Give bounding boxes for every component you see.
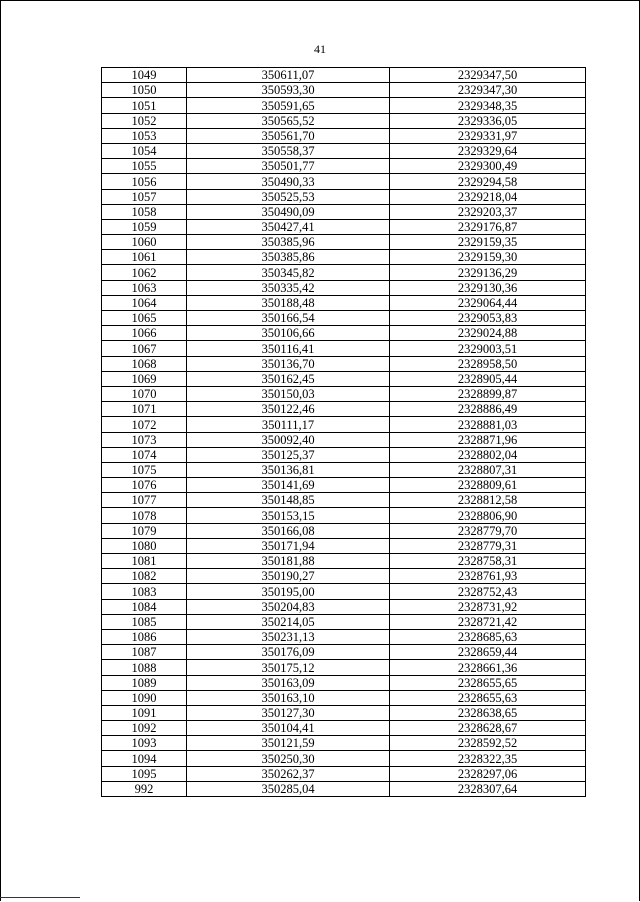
- point-number-cell: 1057: [102, 189, 187, 204]
- y-coordinate-cell: 2328871,96: [390, 432, 586, 447]
- table-row: [102, 326, 586, 341]
- y-coordinate-cell: 2328807,31: [390, 462, 586, 477]
- y-coordinate-cell: 2328655,63: [390, 690, 586, 705]
- table-row: [102, 219, 586, 234]
- y-coordinate-cell: 2329331,97: [390, 128, 586, 143]
- x-coordinate-cell: 350231,13: [187, 629, 390, 644]
- table-row: [102, 629, 586, 644]
- point-number-cell: 1056: [102, 174, 187, 189]
- table-row: [102, 766, 586, 781]
- point-number-cell: 1061: [102, 250, 187, 265]
- x-coordinate-cell: 350525,53: [187, 189, 390, 204]
- point-number-cell: 1058: [102, 204, 187, 219]
- y-coordinate-cell: 2329053,83: [390, 311, 586, 326]
- y-coordinate-cell: 2329203,37: [390, 204, 586, 219]
- point-number-cell: 1084: [102, 599, 187, 614]
- y-coordinate-cell: 2328809,61: [390, 478, 586, 493]
- table-row: [102, 371, 586, 386]
- table-row: [102, 98, 586, 113]
- table-row: [102, 113, 586, 128]
- point-number-cell: 1064: [102, 295, 187, 310]
- x-coordinate-cell: 350127,30: [187, 705, 390, 720]
- y-coordinate-cell: 2328958,50: [390, 356, 586, 371]
- table-row: [102, 83, 586, 98]
- coordinates-table: [101, 67, 586, 797]
- y-coordinate-cell: 2329294,58: [390, 174, 586, 189]
- point-number-cell: 1067: [102, 341, 187, 356]
- table-row: [102, 675, 586, 690]
- x-coordinate-cell: 350175,12: [187, 660, 390, 675]
- y-coordinate-cell: 2329176,87: [390, 219, 586, 234]
- table-row: [102, 386, 586, 401]
- table-row: [102, 402, 586, 417]
- y-coordinate-cell: 2328307,64: [390, 781, 586, 796]
- table-row: [102, 781, 586, 796]
- x-coordinate-cell: 350345,82: [187, 265, 390, 280]
- table-row: [102, 645, 586, 660]
- table-row: [102, 250, 586, 265]
- point-number-cell: 1055: [102, 159, 187, 174]
- point-number-cell: 1065: [102, 311, 187, 326]
- y-coordinate-cell: 2328812,58: [390, 493, 586, 508]
- table-row: [102, 614, 586, 629]
- x-coordinate-cell: 350176,09: [187, 645, 390, 660]
- y-coordinate-cell: 2328685,63: [390, 629, 586, 644]
- point-number-cell: 1080: [102, 538, 187, 553]
- y-coordinate-cell: 2329159,35: [390, 235, 586, 250]
- x-coordinate-cell: 350121,59: [187, 736, 390, 751]
- point-number-cell: 1059: [102, 219, 187, 234]
- x-coordinate-cell: 350285,04: [187, 781, 390, 796]
- table-row: [102, 265, 586, 280]
- y-coordinate-cell: 2329348,35: [390, 98, 586, 113]
- x-coordinate-cell: 350166,08: [187, 523, 390, 538]
- point-number-cell: 1095: [102, 766, 187, 781]
- x-coordinate-cell: 350561,70: [187, 128, 390, 143]
- table-row: [102, 235, 586, 250]
- y-coordinate-cell: 2328752,43: [390, 584, 586, 599]
- y-coordinate-cell: 2328655,65: [390, 675, 586, 690]
- x-coordinate-cell: 350427,41: [187, 219, 390, 234]
- point-number-cell: 1086: [102, 629, 187, 644]
- table-row: [102, 447, 586, 462]
- table-row: [102, 705, 586, 720]
- y-coordinate-cell: 2328899,87: [390, 386, 586, 401]
- y-coordinate-cell: 2329329,64: [390, 143, 586, 158]
- table-row: [102, 584, 586, 599]
- y-coordinate-cell: 2329300,49: [390, 159, 586, 174]
- table-row: [102, 417, 586, 432]
- x-coordinate-cell: 350593,30: [187, 83, 390, 98]
- y-coordinate-cell: 2329159,30: [390, 250, 586, 265]
- table-row: [102, 189, 586, 204]
- x-coordinate-cell: 350166,54: [187, 311, 390, 326]
- table-row: [102, 721, 586, 736]
- point-number-cell: 1060: [102, 235, 187, 250]
- x-coordinate-cell: 350565,52: [187, 113, 390, 128]
- x-coordinate-cell: 350163,10: [187, 690, 390, 705]
- point-number-cell: 1070: [102, 386, 187, 401]
- table-row: [102, 690, 586, 705]
- table-row: [102, 128, 586, 143]
- y-coordinate-cell: 2328638,65: [390, 705, 586, 720]
- point-number-cell: 992: [102, 781, 187, 796]
- x-coordinate-cell: 350195,00: [187, 584, 390, 599]
- table-row: [102, 538, 586, 553]
- y-coordinate-cell: 2329024,88: [390, 326, 586, 341]
- x-coordinate-cell: 350335,42: [187, 280, 390, 295]
- y-coordinate-cell: 2328779,31: [390, 538, 586, 553]
- table-row: [102, 493, 586, 508]
- y-coordinate-cell: 2328731,92: [390, 599, 586, 614]
- page-number: 41: [314, 42, 326, 56]
- table-row: [102, 68, 586, 83]
- y-coordinate-cell: 2328297,06: [390, 766, 586, 781]
- x-coordinate-cell: 350136,81: [187, 462, 390, 477]
- point-number-cell: 1075: [102, 462, 187, 477]
- point-number-cell: 1053: [102, 128, 187, 143]
- table-row: [102, 280, 586, 295]
- table-row: [102, 341, 586, 356]
- y-coordinate-cell: 2329347,50: [390, 68, 586, 83]
- x-coordinate-cell: 350214,05: [187, 614, 390, 629]
- point-number-cell: 1063: [102, 280, 187, 295]
- point-number-cell: 1069: [102, 371, 187, 386]
- x-coordinate-cell: 350591,65: [187, 98, 390, 113]
- y-coordinate-cell: 2328661,36: [390, 660, 586, 675]
- coordinates-table-body: [102, 68, 586, 797]
- x-coordinate-cell: 350163,09: [187, 675, 390, 690]
- table-row: [102, 462, 586, 477]
- table-row: [102, 143, 586, 158]
- point-number-cell: 1081: [102, 554, 187, 569]
- x-coordinate-cell: 350501,77: [187, 159, 390, 174]
- x-coordinate-cell: 350153,15: [187, 508, 390, 523]
- point-number-cell: 1049: [102, 68, 187, 83]
- y-coordinate-cell: 2329064,44: [390, 295, 586, 310]
- point-number-cell: 1076: [102, 478, 187, 493]
- x-coordinate-cell: 350490,33: [187, 174, 390, 189]
- x-coordinate-cell: 350116,41: [187, 341, 390, 356]
- point-number-cell: 1088: [102, 660, 187, 675]
- y-coordinate-cell: 2328806,90: [390, 508, 586, 523]
- point-number-cell: 1090: [102, 690, 187, 705]
- point-number-cell: 1089: [102, 675, 187, 690]
- y-coordinate-cell: 2328886,49: [390, 402, 586, 417]
- y-coordinate-cell: 2328758,31: [390, 554, 586, 569]
- scan-edge-line: [0, 897, 80, 898]
- table-row: [102, 174, 586, 189]
- x-coordinate-cell: 350106,66: [187, 326, 390, 341]
- x-coordinate-cell: 350162,45: [187, 371, 390, 386]
- x-coordinate-cell: 350490,09: [187, 204, 390, 219]
- point-number-cell: 1054: [102, 143, 187, 158]
- x-coordinate-cell: 350148,85: [187, 493, 390, 508]
- x-coordinate-cell: 350188,48: [187, 295, 390, 310]
- y-coordinate-cell: 2328761,93: [390, 569, 586, 584]
- point-number-cell: 1085: [102, 614, 187, 629]
- x-coordinate-cell: 350190,27: [187, 569, 390, 584]
- x-coordinate-cell: 350204,83: [187, 599, 390, 614]
- point-number-cell: 1073: [102, 432, 187, 447]
- x-coordinate-cell: 350092,40: [187, 432, 390, 447]
- x-coordinate-cell: 350125,37: [187, 447, 390, 462]
- x-coordinate-cell: 350171,94: [187, 538, 390, 553]
- y-coordinate-cell: 2329136,29: [390, 265, 586, 280]
- point-number-cell: 1094: [102, 751, 187, 766]
- point-number-cell: 1071: [102, 402, 187, 417]
- y-coordinate-cell: 2329347,30: [390, 83, 586, 98]
- table-row: [102, 159, 586, 174]
- table-row: [102, 599, 586, 614]
- point-number-cell: 1087: [102, 645, 187, 660]
- x-coordinate-cell: 350150,03: [187, 386, 390, 401]
- x-coordinate-cell: 350558,37: [187, 143, 390, 158]
- x-coordinate-cell: 350250,30: [187, 751, 390, 766]
- point-number-cell: 1091: [102, 705, 187, 720]
- table-row: [102, 736, 586, 751]
- x-coordinate-cell: 350122,46: [187, 402, 390, 417]
- x-coordinate-cell: 350385,86: [187, 250, 390, 265]
- y-coordinate-cell: 2328905,44: [390, 371, 586, 386]
- x-coordinate-cell: 350181,88: [187, 554, 390, 569]
- y-coordinate-cell: 2328802,04: [390, 447, 586, 462]
- point-number-cell: 1051: [102, 98, 187, 113]
- y-coordinate-cell: 2328628,67: [390, 721, 586, 736]
- y-coordinate-cell: 2328721,42: [390, 614, 586, 629]
- point-number-cell: 1068: [102, 356, 187, 371]
- table-row: [102, 356, 586, 371]
- table-row: [102, 478, 586, 493]
- y-coordinate-cell: 2329003,51: [390, 341, 586, 356]
- y-coordinate-cell: 2328779,70: [390, 523, 586, 538]
- point-number-cell: 1078: [102, 508, 187, 523]
- point-number-cell: 1074: [102, 447, 187, 462]
- y-coordinate-cell: 2328659,44: [390, 645, 586, 660]
- point-number-cell: 1093: [102, 736, 187, 751]
- table-row: [102, 523, 586, 538]
- x-coordinate-cell: 350385,96: [187, 235, 390, 250]
- point-number-cell: 1077: [102, 493, 187, 508]
- x-coordinate-cell: 350611,07: [187, 68, 390, 83]
- x-coordinate-cell: 350262,37: [187, 766, 390, 781]
- x-coordinate-cell: 350111,17: [187, 417, 390, 432]
- point-number-cell: 1092: [102, 721, 187, 736]
- point-number-cell: 1066: [102, 326, 187, 341]
- table-row: [102, 569, 586, 584]
- x-coordinate-cell: 350136,70: [187, 356, 390, 371]
- table-row: [102, 295, 586, 310]
- y-coordinate-cell: 2329130,36: [390, 280, 586, 295]
- x-coordinate-cell: 350104,41: [187, 721, 390, 736]
- point-number-cell: 1062: [102, 265, 187, 280]
- table-row: [102, 311, 586, 326]
- table-row: [102, 204, 586, 219]
- y-coordinate-cell: 2329336,05: [390, 113, 586, 128]
- point-number-cell: 1083: [102, 584, 187, 599]
- point-number-cell: 1082: [102, 569, 187, 584]
- table-row: [102, 751, 586, 766]
- point-number-cell: 1079: [102, 523, 187, 538]
- x-coordinate-cell: 350141,69: [187, 478, 390, 493]
- y-coordinate-cell: 2328322,35: [390, 751, 586, 766]
- point-number-cell: 1072: [102, 417, 187, 432]
- table-row: [102, 508, 586, 523]
- point-number-cell: 1050: [102, 83, 187, 98]
- y-coordinate-cell: 2328881,03: [390, 417, 586, 432]
- table-row: [102, 554, 586, 569]
- point-number-cell: 1052: [102, 113, 187, 128]
- y-coordinate-cell: 2328592,52: [390, 736, 586, 751]
- table-row: [102, 432, 586, 447]
- y-coordinate-cell: 2329218,04: [390, 189, 586, 204]
- table-row: [102, 660, 586, 675]
